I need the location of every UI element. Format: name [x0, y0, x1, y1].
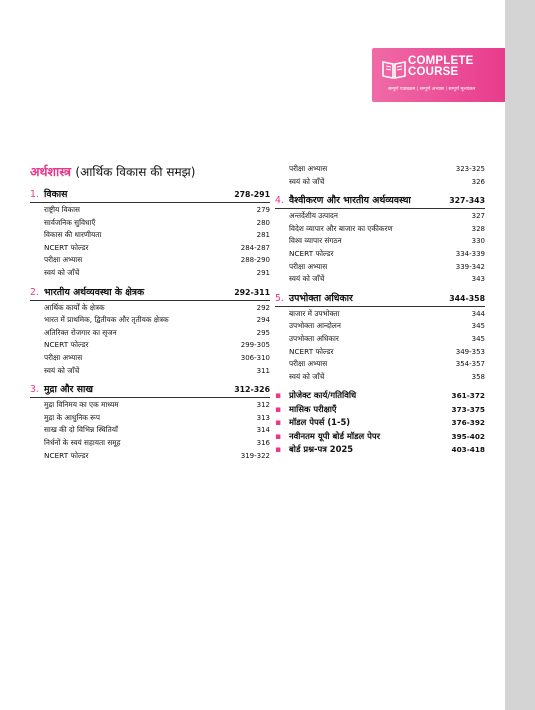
entry-pages: 330: [471, 237, 485, 246]
entry-pages: 288-290: [240, 256, 270, 265]
chapter-number: 3.: [30, 384, 39, 396]
extra-pages: 373-375: [451, 404, 485, 414]
entry-pages: 345: [471, 334, 485, 343]
toc-entry: [275, 273, 485, 286]
toc-entry: [275, 176, 485, 189]
entry-pages: 339-342: [455, 262, 485, 271]
entry-pages: 292: [256, 303, 270, 312]
toc-entry: [275, 261, 485, 274]
entry-pages: 299-305: [240, 341, 270, 350]
entry-pages: 314: [256, 426, 270, 435]
open-book-icon: [380, 58, 408, 80]
entry-pages: 294: [256, 316, 270, 325]
toc-entry: [275, 223, 485, 236]
toc-right-column: [275, 163, 485, 457]
chapter-number: 1.: [30, 189, 39, 200]
chapter-pages: 278-291: [234, 190, 270, 199]
toc-entry: [30, 352, 270, 365]
chapter-block: [275, 194, 485, 286]
entry-pages: 280: [256, 218, 270, 227]
entry-pages: 334-339: [455, 249, 485, 258]
entry-label: NCERT फोल्डर: [44, 242, 89, 252]
extra-section-entry: [275, 443, 485, 457]
extra-section-entry: [275, 430, 485, 444]
entry-label: उपभोक्ता आन्दोलन: [289, 321, 341, 331]
chapter-title-group: [30, 188, 67, 201]
extra-pages: 376-392: [451, 418, 485, 428]
toc-entry: [275, 358, 485, 371]
entry-pages: 349-353: [455, 347, 485, 356]
entry-label: NCERT फोल्डर: [289, 346, 334, 356]
entry-label: स्वयं को जाँचें: [44, 267, 80, 277]
complete-course-badge: [372, 48, 505, 102]
entry-pages: 319-322: [240, 451, 270, 460]
toc-entry: [275, 163, 485, 176]
entry-label: स्वयं को जाँचें: [289, 371, 325, 381]
entry-label: NCERT फोल्डर: [289, 248, 334, 258]
extra-label: प्रोजेक्ट कार्य/गतिविधि: [289, 390, 357, 401]
entry-label: विकास की धारणीयता: [44, 230, 102, 240]
toc-entry: [30, 412, 270, 425]
bullet-icon: ▪: [275, 404, 282, 415]
entry-label: भारत में प्राथमिक, द्वितीयक और तृतीयक क्षेत्रक: [44, 315, 169, 325]
toc-left-column: [30, 163, 270, 468]
entry-label: स्वयं को जाँचें: [44, 365, 80, 375]
bullet-icon: ▪: [275, 445, 282, 456]
chapter-number: 4.: [275, 195, 284, 207]
chapter-title: विकास: [44, 189, 68, 200]
section-title: अर्थशास्त्र: [30, 164, 72, 179]
chapter-heading: [30, 286, 270, 301]
entry-pages: 281: [256, 231, 270, 240]
chapter-heading: [275, 292, 485, 307]
entry-pages: 328: [471, 224, 485, 233]
entry-pages: 326: [471, 177, 485, 186]
entry-label: अतिरिक्त रोजगार का सृजन: [44, 327, 117, 337]
entry-pages: 312: [256, 401, 270, 410]
entry-pages: 344: [471, 309, 485, 318]
toc-entry: [30, 302, 270, 315]
brand-name: [408, 56, 474, 78]
entry-label: राष्ट्रीय विकास: [44, 205, 80, 214]
toc-entry: [30, 339, 270, 352]
entry-label: बाजार में उपभोक्ता: [289, 308, 340, 318]
toc-entry: [30, 327, 270, 340]
entry-pages: 291: [256, 268, 270, 277]
chapter-title-group: [275, 292, 353, 305]
brand-tagline: सम्पूर्ण पाठ्यक्रम | सम्पूर्ण अभ्यास | सम्पूर्ण मूल्यांकन: [388, 87, 476, 92]
entry-pages: 354-357: [455, 360, 485, 369]
extra-label-group: [275, 443, 353, 457]
toc-entry: [275, 320, 485, 333]
toc-entry: [275, 346, 485, 359]
toc-entry: [275, 371, 485, 384]
entry-pages: 279: [256, 206, 270, 214]
toc-entry: [30, 399, 270, 412]
toc-entry: [30, 365, 270, 378]
toc-entry: [30, 424, 270, 437]
section-heading: [30, 163, 270, 180]
page-edge-strip: [505, 0, 535, 710]
chapter-heading: [30, 188, 270, 203]
entry-label: उपभोक्ता अधिकार: [289, 333, 339, 343]
entry-label: परीक्षा अभ्यास: [44, 352, 83, 362]
entry-pages: 284-287: [240, 243, 270, 252]
entry-label: NCERT फोल्डर: [44, 340, 89, 350]
entry-label: अन्तर्देशीय उत्पादन: [289, 211, 338, 221]
bullet-icon: ▪: [275, 391, 282, 402]
chapter-pages: 312-326: [234, 385, 270, 395]
entry-pages: 345: [471, 322, 485, 331]
entry-pages: 316: [256, 438, 270, 447]
bullet-icon: ▪: [275, 418, 282, 429]
chapter-heading: [30, 383, 270, 398]
chapter-title-group: [30, 286, 144, 299]
chapter-pages: 327-343: [449, 196, 485, 206]
toc-entry: [275, 210, 485, 223]
extra-pages: 395-402: [451, 431, 485, 441]
brand-name-line2: COURSE: [408, 66, 459, 78]
toc-entry: [30, 314, 270, 327]
entry-pages: 306-310: [240, 353, 270, 362]
chapter-heading: [275, 194, 485, 209]
toc-entry: [275, 308, 485, 321]
bullet-icon: ▪: [275, 431, 282, 442]
entry-pages: 327: [471, 212, 485, 221]
entry-label: निर्धनों के स्वयं सहायता समूह: [44, 437, 121, 447]
chapter-block: [30, 188, 270, 280]
entry-label: मुद्रा के आधुनिक रूप: [44, 412, 100, 422]
chapter-title-group: [30, 383, 93, 396]
entry-label: साख की दो विभिन्न स्थितियाँ: [44, 425, 118, 435]
entry-label: मुद्रा विनिमय का एक माध्यम: [44, 400, 119, 410]
toc-entry: [275, 333, 485, 346]
extra-label: मॉडल पेपर्स (1-5): [289, 417, 351, 428]
extra-section-entry: [275, 416, 485, 430]
entry-label: स्वयं को जाँचें: [289, 274, 325, 284]
entry-label: NCERT फोल्डर: [44, 450, 89, 460]
chapter-number: 5.: [275, 292, 284, 304]
entry-label: आर्थिक कार्यों के क्षेत्रक: [44, 302, 105, 312]
toc-entry: [30, 254, 270, 267]
chapter-number: 2.: [30, 286, 39, 298]
toc-entry: [30, 242, 270, 255]
chapter-title-group: [275, 194, 411, 207]
entry-label: विश्व व्यापार संगठन: [289, 236, 342, 246]
extra-label: मासिक परीक्षाएँ: [289, 403, 337, 414]
entry-label: परीक्षा अभ्यास: [44, 255, 83, 265]
extra-pages: 361-372: [451, 391, 485, 401]
toc-entry: [30, 450, 270, 463]
chapter-title: वैश्वीकरण और भारतीय अर्थव्यवस्था: [289, 195, 411, 207]
extra-label-group: [275, 403, 337, 417]
continued-items: [275, 163, 485, 188]
toc-entry: [30, 204, 270, 217]
entry-pages: 358: [471, 372, 485, 381]
chapter-block: [30, 286, 270, 378]
entry-label: परीक्षा अभ्यास: [289, 359, 328, 369]
extra-sections: [275, 389, 485, 457]
toc-entry: [30, 437, 270, 450]
entry-pages: 323-325: [455, 165, 485, 173]
entry-label: स्वयं को जाँचें: [289, 176, 325, 186]
entry-label: विदेश व्यापार और बाजार का एकीकरण: [289, 223, 393, 233]
toc-entry: [30, 229, 270, 242]
section-subtitle: (आर्थिक विकास की समझ): [75, 165, 196, 179]
chapter-block: [275, 292, 485, 384]
chapter-pages: 344-358: [449, 293, 485, 303]
entry-pages: 311: [256, 366, 270, 375]
chapter-title: उपभोक्ता अधिकार: [289, 292, 353, 304]
entry-pages: 295: [256, 328, 270, 337]
entry-pages: 343: [471, 275, 485, 284]
extra-section-entry: [275, 403, 485, 417]
brand-name-line1: COMPLETE: [408, 55, 474, 67]
toc-entry: [30, 267, 270, 280]
extra-section-entry: [275, 389, 485, 403]
entry-pages: 313: [256, 413, 270, 422]
chapter-title: मुद्रा और साख: [44, 384, 93, 396]
entry-label: परीक्षा अभ्यास: [289, 261, 328, 271]
extra-label-group: [275, 389, 356, 403]
extra-label: बोर्ड प्रश्न-पत्र 2025: [289, 444, 354, 455]
toc-entry: [275, 248, 485, 261]
extra-label-group: [275, 416, 350, 430]
toc-entry: [275, 235, 485, 248]
extra-label-group: [275, 430, 380, 444]
chapter-block: [30, 383, 270, 462]
chapter-pages: 292-311: [234, 287, 270, 297]
chapter-title: भारतीय अर्थव्यवस्था के क्षेत्रक: [44, 286, 145, 298]
extra-pages: 403-418: [451, 445, 485, 455]
chapter-list-right: [275, 194, 485, 383]
extra-label: नवीनतम यूपी बोर्ड मॉडल पेपर: [289, 430, 381, 441]
entry-label: सार्वजनिक सुविधाएँ: [44, 217, 96, 227]
chapter-list-left: [30, 188, 270, 462]
toc-entry: [30, 217, 270, 230]
entry-label: परीक्षा अभ्यास: [289, 164, 328, 173]
